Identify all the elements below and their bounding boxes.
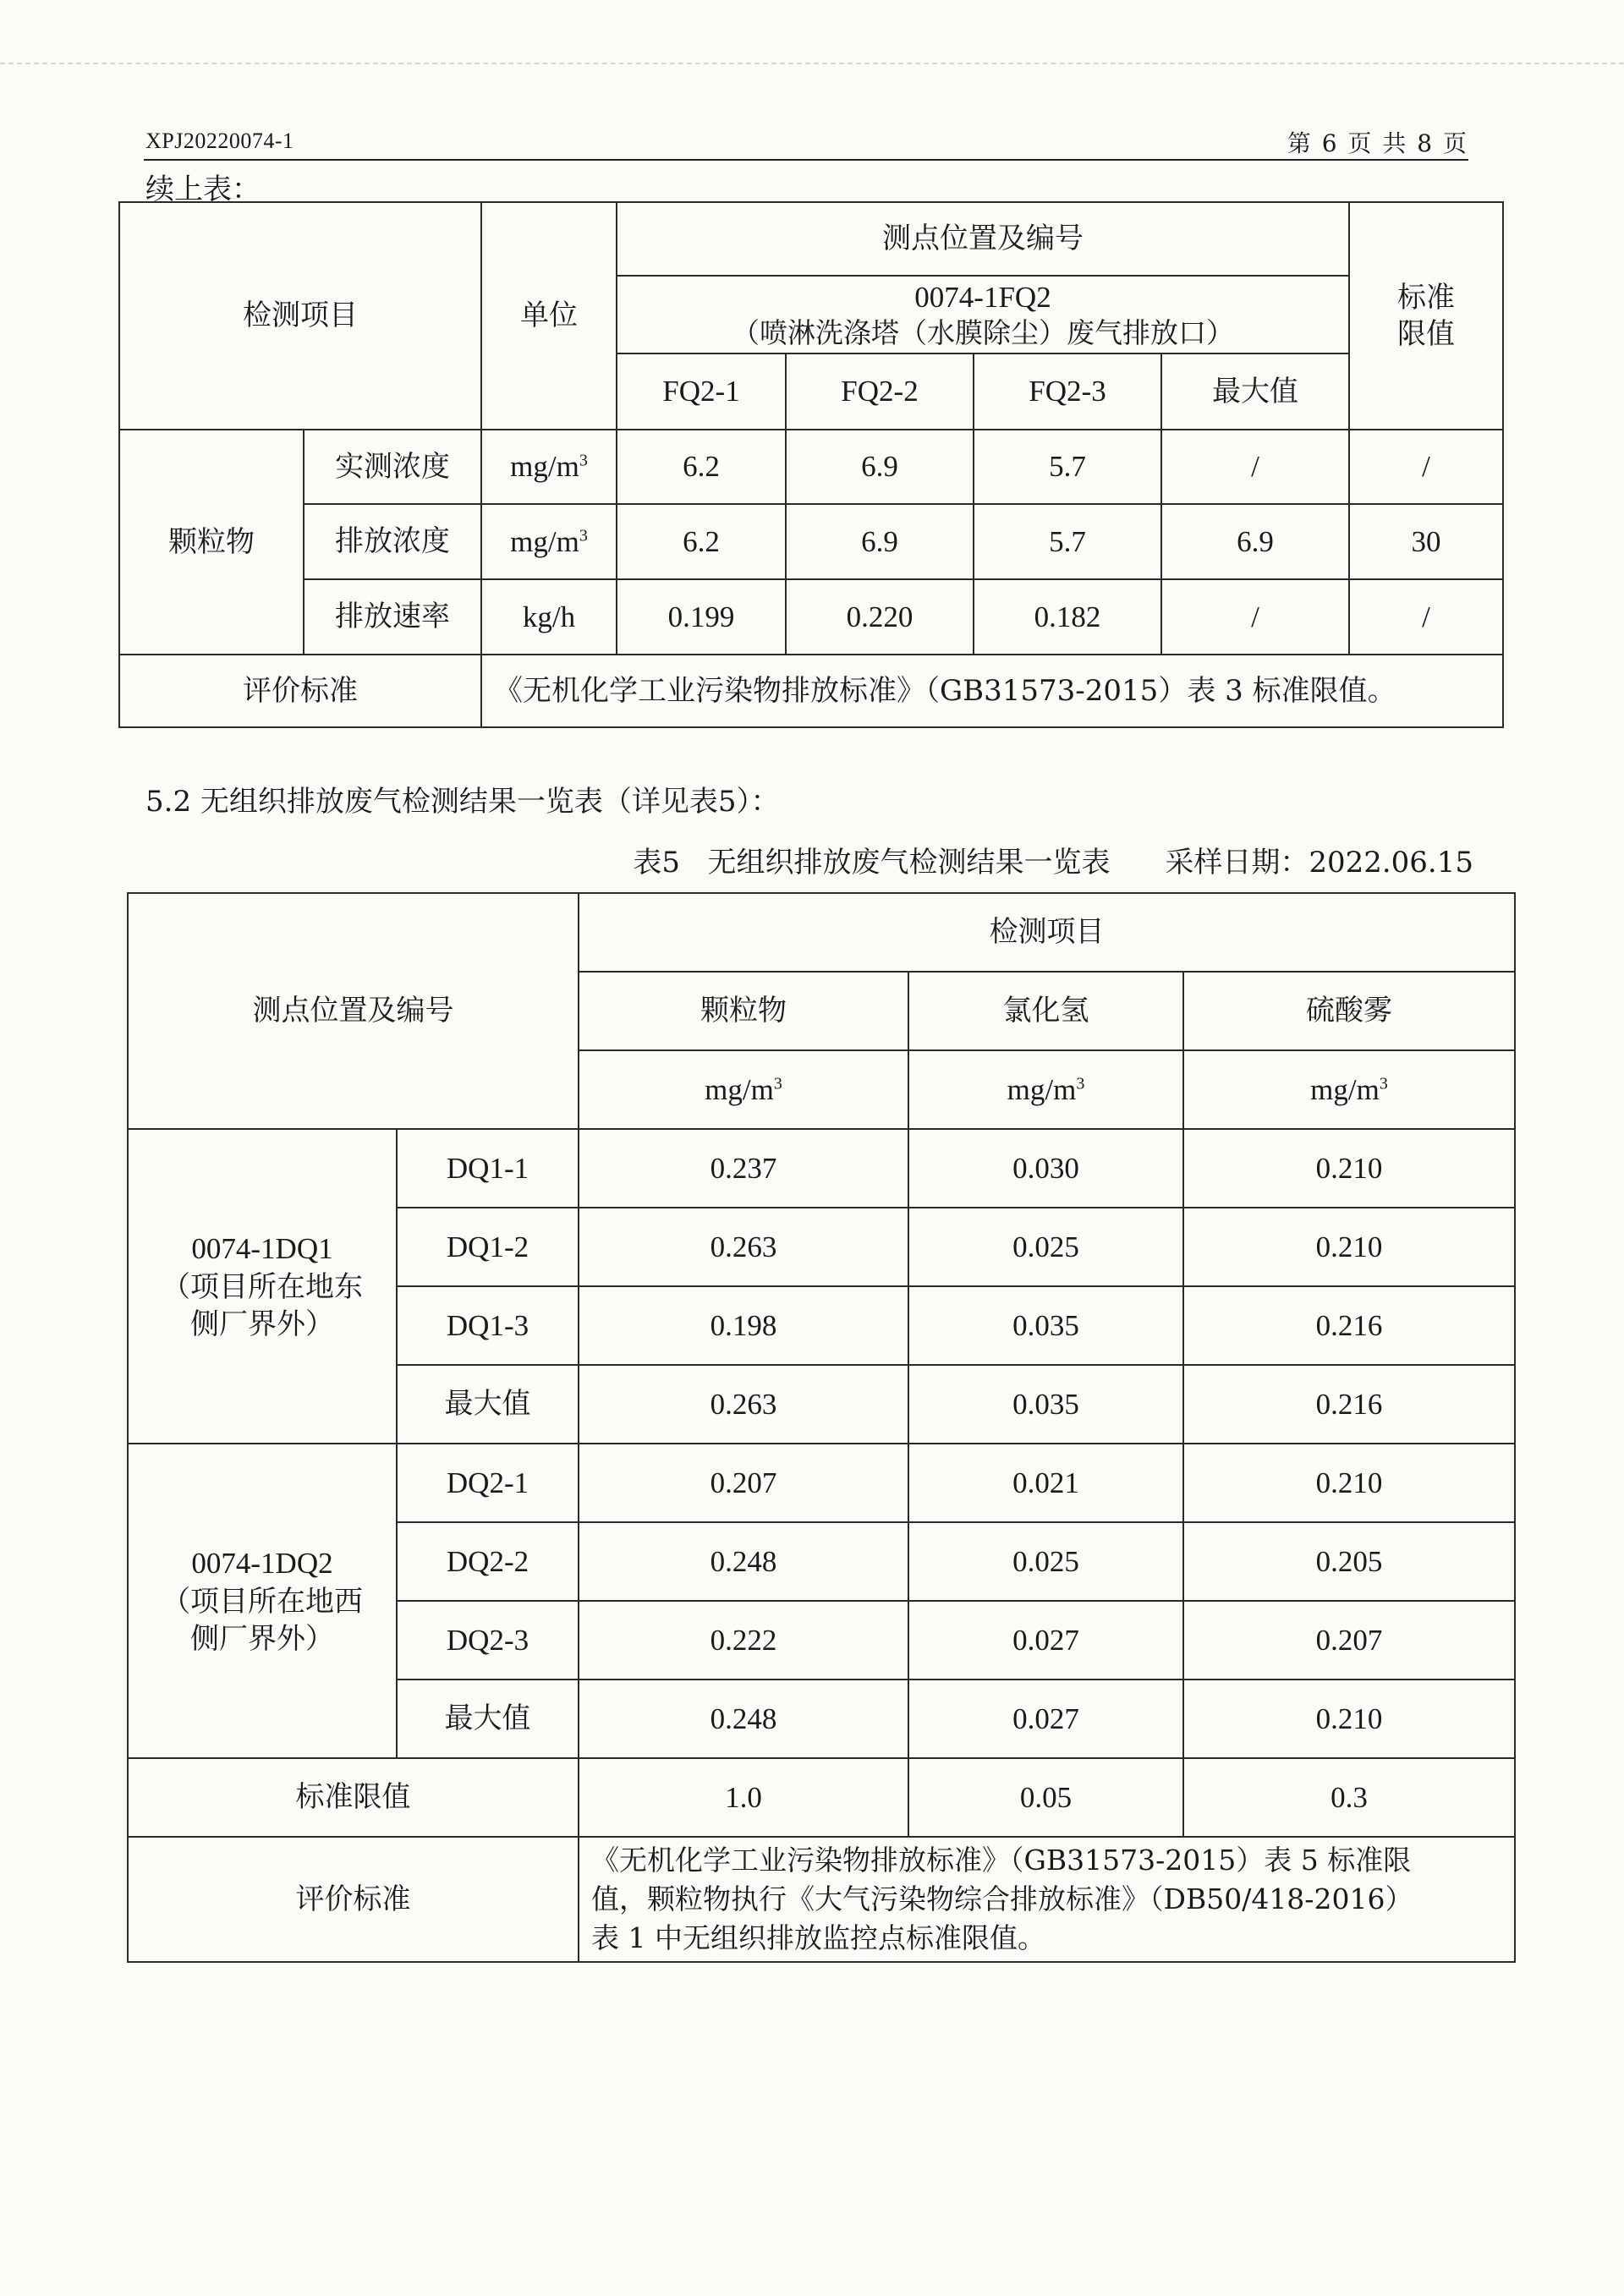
sample-label: DQ1-1 <box>397 1129 579 1208</box>
location-desc: （项目所在地东 <box>162 1269 363 1304</box>
limit-cell: 30 <box>1349 504 1503 579</box>
limit-cell: / <box>1349 430 1503 504</box>
value-cell: 0.198 <box>579 1286 908 1365</box>
value-cell: 5.7 <box>974 504 1161 579</box>
value-cell: 6.2 <box>617 430 786 504</box>
page-indicator: 第 6 页 共 8 页 <box>1287 129 1468 157</box>
value-cell: 5.7 <box>974 430 1161 504</box>
unit-cell: $mg/m^3$ <box>1183 1050 1515 1129</box>
item-hcl: 氯化氢 <box>908 972 1183 1050</box>
value-cell: 0.237 <box>579 1129 908 1208</box>
value-cell: 0.035 <box>908 1286 1183 1365</box>
row-label: 排放浓度 <box>304 504 481 579</box>
value-cell: 0.025 <box>908 1208 1183 1286</box>
limit-cell: 1.0 <box>579 1758 908 1837</box>
value-cell: 0.207 <box>1183 1601 1515 1680</box>
row-label: 实测浓度 <box>304 430 481 504</box>
eval-line: 值，颗粒物执行《大气污染物综合排放标准》（DB50/418-2016） <box>591 1882 1413 1915</box>
value-cell: 0.248 <box>579 1522 908 1601</box>
organized-emission-table <box>118 201 1504 728</box>
eval-line: 表 1 中无组织排放监控点标准限值。 <box>591 1921 1045 1955</box>
unit-cell: $mg/m^3$ <box>579 1050 908 1129</box>
header-location: 测点位置及编号 <box>617 202 1349 276</box>
sample-label: 最大值 <box>397 1680 579 1758</box>
sample-max: 最大值 <box>1161 353 1349 430</box>
row-label: 排放速率 <box>304 579 481 655</box>
limit-label: 标准限值 <box>128 1758 579 1837</box>
value-cell: 6.9 <box>786 504 974 579</box>
value-cell: 0.025 <box>908 1522 1183 1601</box>
location-desc: （喷淋洗涤塔（水膜除尘）废气排放口） <box>732 316 1234 350</box>
value-cell: 0.210 <box>1183 1680 1515 1758</box>
location-code: 0074-1DQ1 <box>191 1232 333 1266</box>
value-cell: / <box>1161 430 1349 504</box>
sample-fq2-3: FQ2-3 <box>974 353 1161 430</box>
scan-edge-line <box>0 63 1624 64</box>
limit-cell: 0.3 <box>1183 1758 1515 1837</box>
eval-label: 评价标准 <box>119 655 481 727</box>
eval-text: 《无机化学工业污染物排放标准》（GB31573-2015）表 3 标准限值。 <box>481 655 1503 727</box>
row-unit: kg/h <box>481 579 617 655</box>
pollutant-name: 颗粒物 <box>119 430 304 655</box>
eval-text <box>579 1837 1515 1962</box>
item-sulfuric-mist: 硫酸雾 <box>1183 972 1515 1050</box>
value-cell: 0.263 <box>579 1365 908 1444</box>
location-group-dq2 <box>128 1444 397 1758</box>
header-test-item: 检测项目 <box>119 202 481 430</box>
continued-label: 续上表： <box>145 173 261 206</box>
sample-fq2-2: FQ2-2 <box>786 353 974 430</box>
location-desc: 侧厂界外） <box>190 1621 334 1656</box>
fugitive-emission-table <box>127 892 1516 1963</box>
value-cell: 0.182 <box>974 579 1161 655</box>
item-particulate: 颗粒物 <box>579 972 908 1050</box>
eval-line: 《无机化学工业污染物排放标准》（GB31573-2015）表 5 标准限 <box>591 1843 1412 1877</box>
sample-label: DQ1-3 <box>397 1286 579 1365</box>
table5-caption: 表5 无组织排放废气检测结果一览表 采样日期：2022.06.15 <box>633 846 1473 879</box>
sample-fq2-1: FQ2-1 <box>617 353 786 430</box>
value-cell: 0.027 <box>908 1601 1183 1680</box>
value-cell: 0.216 <box>1183 1286 1515 1365</box>
value-cell: 0.210 <box>1183 1444 1515 1522</box>
limit-cell: 0.05 <box>908 1758 1183 1837</box>
location-group-dq1 <box>128 1129 397 1444</box>
value-cell: 0.222 <box>579 1601 908 1680</box>
location-code: 0074-1DQ2 <box>191 1547 333 1581</box>
location-code: 0074-1FQ2 <box>914 280 1051 314</box>
value-cell: 0.035 <box>908 1365 1183 1444</box>
unit-cell: $mg/m^3$ <box>908 1050 1183 1129</box>
row-unit: $mg/m^3$ <box>481 504 617 579</box>
header-rule <box>144 159 1468 161</box>
limit-cell: / <box>1349 579 1503 655</box>
location-cell <box>617 276 1349 353</box>
section-title: 5.2 无组织排放废气检测结果一览表（详见表5）： <box>145 785 780 819</box>
value-cell: 6.9 <box>1161 504 1349 579</box>
sample-label: DQ2-1 <box>397 1444 579 1522</box>
value-cell: 0.210 <box>1183 1208 1515 1286</box>
header-unit: 单位 <box>481 202 617 430</box>
value-cell: 0.021 <box>908 1444 1183 1522</box>
value-cell: 0.207 <box>579 1444 908 1522</box>
value-cell: / <box>1161 579 1349 655</box>
value-cell: 0.248 <box>579 1680 908 1758</box>
value-cell: 0.027 <box>908 1680 1183 1758</box>
value-cell: 6.9 <box>786 430 974 504</box>
value-cell: 0.263 <box>579 1208 908 1286</box>
sample-label: 最大值 <box>397 1365 579 1444</box>
value-cell: 0.205 <box>1183 1522 1515 1601</box>
row-unit: $mg/m^3$ <box>481 430 617 504</box>
header-location: 测点位置及编号 <box>128 893 579 1129</box>
location-desc: 侧厂界外） <box>190 1307 334 1341</box>
location-desc: （项目所在地西 <box>162 1584 363 1619</box>
value-cell: 0.220 <box>786 579 974 655</box>
sample-label: DQ2-3 <box>397 1601 579 1680</box>
value-cell: 6.2 <box>617 504 786 579</box>
header-standard-limit: 标准限值 <box>1349 202 1503 430</box>
value-cell: 0.216 <box>1183 1365 1515 1444</box>
header-test-items: 检测项目 <box>579 893 1515 972</box>
value-cell: 0.030 <box>908 1129 1183 1208</box>
sample-label: DQ1-2 <box>397 1208 579 1286</box>
eval-label: 评价标准 <box>128 1837 579 1962</box>
sample-label: DQ2-2 <box>397 1522 579 1601</box>
value-cell: 0.210 <box>1183 1129 1515 1208</box>
report-number: XPJ20220074-1 <box>145 129 294 153</box>
value-cell: 0.199 <box>617 579 786 655</box>
